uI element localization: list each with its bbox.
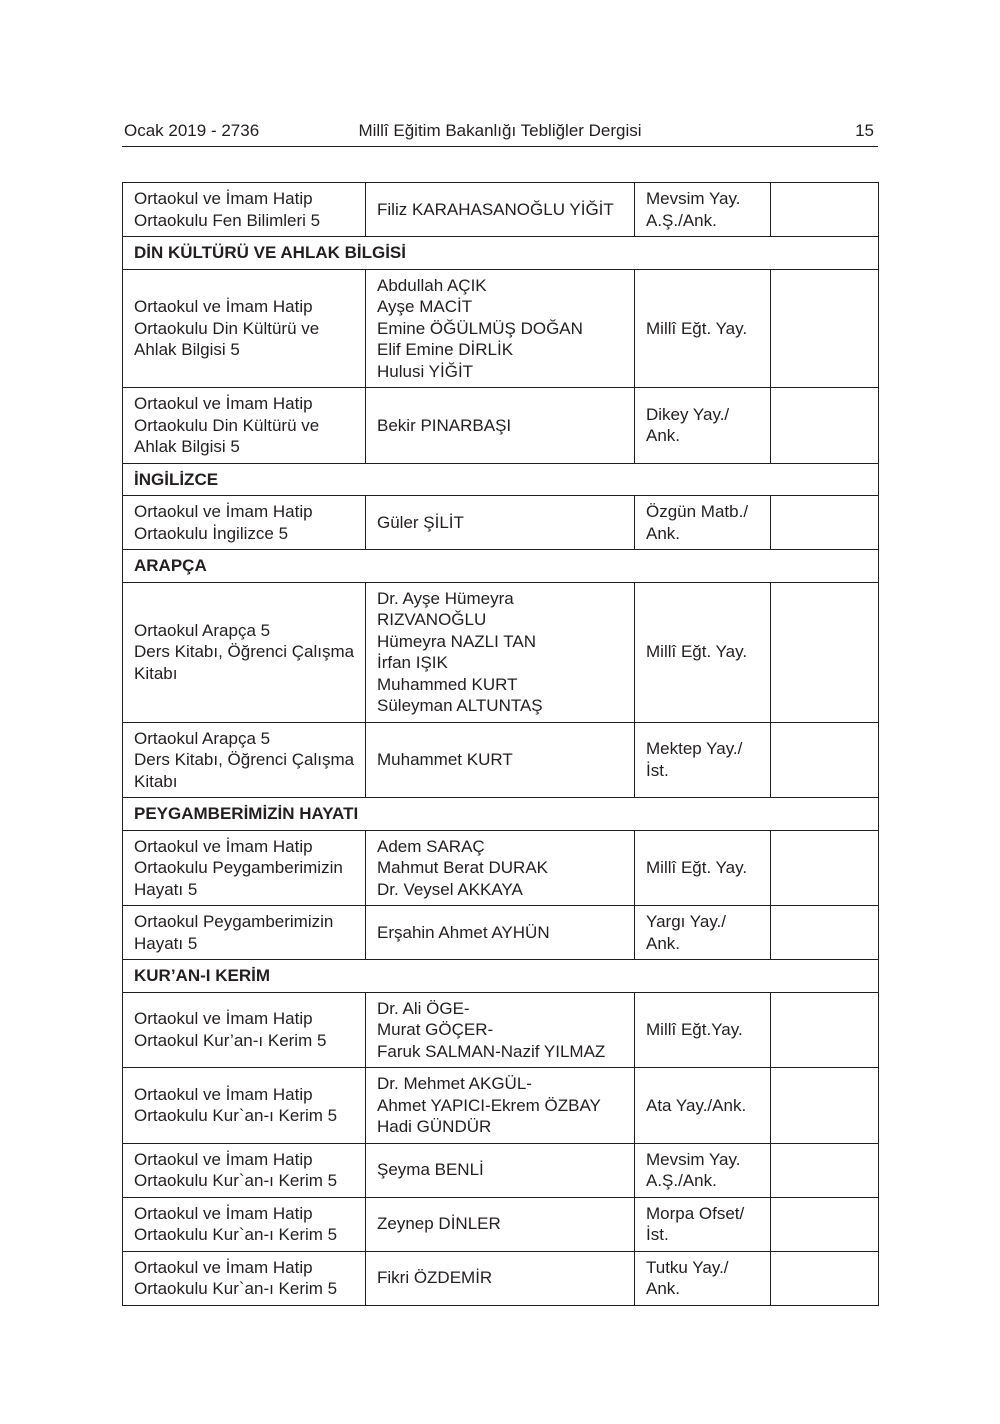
notes-cell xyxy=(771,1197,879,1251)
notes-cell xyxy=(771,992,879,1068)
authors-cell: Filiz KARAHASANOĞLU YİĞİT xyxy=(366,183,635,237)
notes-cell xyxy=(771,496,879,550)
table-row xyxy=(123,269,879,388)
section-row xyxy=(123,550,879,583)
section-row xyxy=(123,960,879,993)
publisher-cell: Dikey Yay./ Ank. xyxy=(635,388,771,464)
notes-cell xyxy=(771,183,879,237)
book-title-cell: Ortaokul ve İmam Hatip Ortaokulu İngilizce 5 xyxy=(123,496,366,550)
authors-cell: Erşahin Ahmet AYHÜN xyxy=(366,906,635,960)
book-title-cell: Ortaokul Peygamberimizin Hayatı 5 xyxy=(123,906,366,960)
publisher-cell: Ata Yay./Ank. xyxy=(635,1068,771,1144)
book-title-cell: Ortaokul ve İmam Hatip Ortaokulu Kur`an-ı Kerim 5 xyxy=(123,1143,366,1197)
page-number: 15 xyxy=(855,121,874,140)
book-title-cell: Ortaokul ve İmam Hatip Ortaokulu Peygamberimizin Hayatı 5 xyxy=(123,830,366,906)
table-row xyxy=(123,582,879,722)
authors-cell: Şeyma BENLİ xyxy=(366,1143,635,1197)
section-row xyxy=(123,237,879,270)
section-row xyxy=(123,798,879,831)
publisher-cell: Millî Eğt. Yay. xyxy=(635,830,771,906)
table-row xyxy=(123,183,879,237)
table-row xyxy=(123,1143,879,1197)
table-row xyxy=(123,388,879,464)
table-row xyxy=(123,1197,879,1251)
book-title-cell: Ortaokul ve İmam Hatip Ortaokulu Kur`an-ı Kerim 5 xyxy=(123,1197,366,1251)
book-title-cell: Ortaokul ve İmam Hatip Ortaokulu Din Kültürü ve Ahlak Bilgisi 5 xyxy=(123,269,366,388)
notes-cell xyxy=(771,269,879,388)
notes-cell xyxy=(771,906,879,960)
authors-cell: Güler ŞİLİT xyxy=(366,496,635,550)
publisher-cell: Tutku Yay./ Ank. xyxy=(635,1251,771,1305)
section-title: İNGİLİZCE xyxy=(123,463,879,496)
table-row xyxy=(123,992,879,1068)
book-title-cell: Ortaokul ve İmam Hatip Ortaokulu Fen Bilimleri 5 xyxy=(123,183,366,237)
book-title-cell: Ortaokul ve İmam Hatip Ortaokulu Kur`an-ı Kerim 5 xyxy=(123,1068,366,1144)
page-header xyxy=(122,118,878,147)
authors-cell: Dr. Mehmet AKGÜL- Ahmet YAPICI-Ekrem ÖZBAY Hadi GÜNDÜR xyxy=(366,1068,635,1144)
publisher-cell: Millî Eğt. Yay. xyxy=(635,582,771,722)
issue-date: Ocak 2019 - 2736 xyxy=(124,121,260,140)
notes-cell xyxy=(771,1068,879,1144)
publisher-cell: Millî Eğt.Yay. xyxy=(635,992,771,1068)
section-title: PEYGAMBERİMİZİN HAYATI xyxy=(123,798,879,831)
book-title-cell: Ortaokul ve İmam Hatip Ortaokulu Kur`an-ı Kerim 5 xyxy=(123,1251,366,1305)
authors-cell: Fikri ÖZDEMİR xyxy=(366,1251,635,1305)
section-row xyxy=(123,463,879,496)
notes-cell xyxy=(771,722,879,798)
table-row xyxy=(123,906,879,960)
textbook-table xyxy=(122,182,879,1306)
authors-cell: Dr. Ali ÖGE- Murat GÖÇER- Faruk SALMAN-Nazif YILMAZ xyxy=(366,992,635,1068)
section-title: KUR’AN-I KERİM xyxy=(123,960,879,993)
publisher-cell: Yargı Yay./ Ank. xyxy=(635,906,771,960)
authors-cell: Adem SARAÇ Mahmut Berat DURAK Dr. Veysel AKKAYA xyxy=(366,830,635,906)
notes-cell xyxy=(771,1143,879,1197)
table-row xyxy=(123,1068,879,1144)
publisher-cell: Mevsim Yay. A.Ş./Ank. xyxy=(635,1143,771,1197)
authors-cell: Dr. Ayşe Hümeyra RIZVANOĞLU Hümeyra NAZLI TAN İrfan IŞIK Muhammed KURT Süleyman ALTUNTAŞ xyxy=(366,582,635,722)
notes-cell xyxy=(771,388,879,464)
book-title-cell: Ortaokul Arapça 5 Ders Kitabı, Öğrenci Çalışma Kitabı xyxy=(123,582,366,722)
publisher-cell: Morpa Ofset/ İst. xyxy=(635,1197,771,1251)
book-title-cell: Ortaokul ve İmam Hatip Ortaokul Kur’an-ı Kerim 5 xyxy=(123,992,366,1068)
table-row xyxy=(123,830,879,906)
book-title-cell: Ortaokul ve İmam Hatip Ortaokulu Din Kültürü ve Ahlak Bilgisi 5 xyxy=(123,388,366,464)
table-row xyxy=(123,722,879,798)
authors-cell: Zeynep DİNLER xyxy=(366,1197,635,1251)
textbook-table-body xyxy=(123,183,879,1306)
journal-title: Millî Eğitim Bakanlığı Tebliğler Dergisi xyxy=(358,121,642,140)
section-title: DİN KÜLTÜRÜ VE AHLAK BİLGİSİ xyxy=(123,237,879,270)
publisher-cell: Mevsim Yay. A.Ş./Ank. xyxy=(635,183,771,237)
table-row xyxy=(123,1251,879,1305)
table-row xyxy=(123,496,879,550)
notes-cell xyxy=(771,830,879,906)
book-title-cell: Ortaokul Arapça 5 Ders Kitabı, Öğrenci Çalışma Kitabı xyxy=(123,722,366,798)
publisher-cell: Özgün Matb./ Ank. xyxy=(635,496,771,550)
publisher-cell: Mektep Yay./ İst. xyxy=(635,722,771,798)
publisher-cell: Millî Eğt. Yay. xyxy=(635,269,771,388)
authors-cell: Muhammet KURT xyxy=(366,722,635,798)
notes-cell xyxy=(771,582,879,722)
authors-cell: Bekir PINARBAŞI xyxy=(366,388,635,464)
authors-cell: Abdullah AÇIK Ayşe MACİT Emine ÖĞÜLMÜŞ DOĞAN Elif Emine DİRLİK Hulusi YİĞİT xyxy=(366,269,635,388)
section-title: ARAPÇA xyxy=(123,550,879,583)
notes-cell xyxy=(771,1251,879,1305)
